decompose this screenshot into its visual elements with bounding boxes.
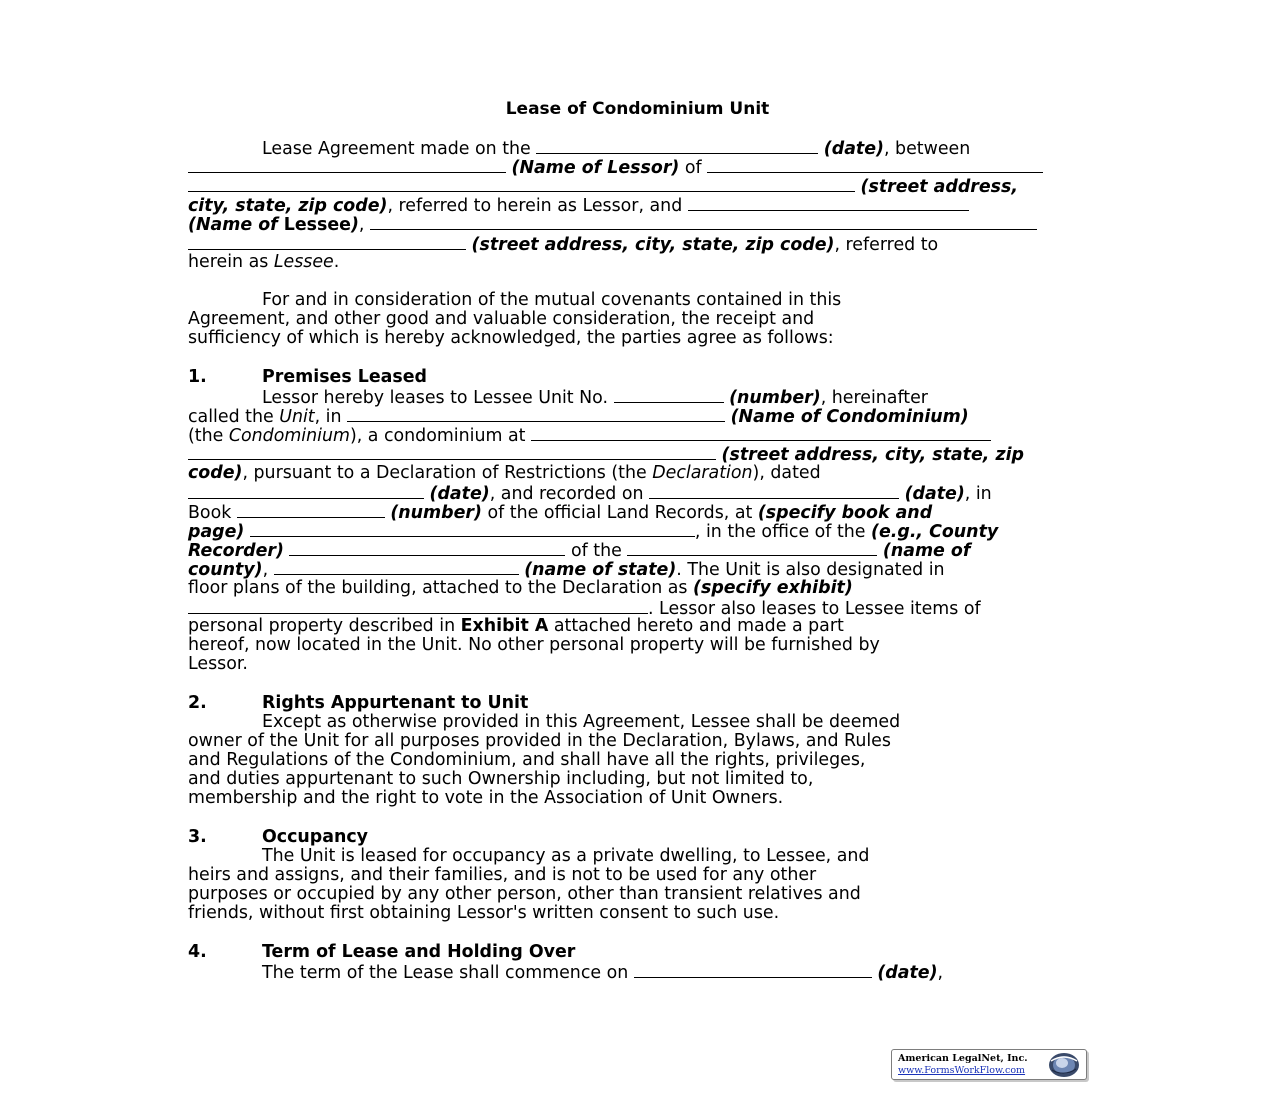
logo-url-link[interactable]: www.FormsWorkFlow.com xyxy=(898,1065,1026,1076)
s1-line-10: county), (name of state). The Unit is also designated in xyxy=(188,560,945,580)
consideration-line-2: Agreement, and other good and valuable consideration, the receipt and xyxy=(188,309,815,329)
s1-line-7: Book (number) of the official Land Records, at (specify book and xyxy=(188,503,933,523)
section-1-heading: Premises Leased xyxy=(262,367,427,387)
logo-company-name: American LegalNet, Inc. xyxy=(898,1053,1028,1064)
section-4-heading: Term of Lease and Holding Over xyxy=(262,942,576,962)
intro-line-6: (street address, city, state, zip code), referred to xyxy=(188,234,938,253)
s1-line-3: (the Condominium), a condominium at xyxy=(188,425,991,444)
consideration-line-3: sufficiency of which is hereby acknowledged, the parties agree as follows: xyxy=(188,328,834,348)
document-title: Lease of Condominium Unit xyxy=(505,99,770,119)
s3-line-2: heirs and assigns, and their families, and is not to be used for any other xyxy=(188,865,817,885)
s1-line-15: Lessor. xyxy=(188,654,248,674)
intro-line-2: (Name of Lessor) of xyxy=(188,157,1043,176)
s2-line-3: and Regulations of the Condominium, and shall have all the rights, privileges, xyxy=(188,750,866,770)
lessor-address-blank[interactable] xyxy=(707,157,1043,173)
consideration-line-1: For and in consideration of the mutual covenants contained in this xyxy=(262,290,842,310)
american-legalnet-logo[interactable] xyxy=(891,1049,1087,1080)
s2-line-5: membership and the right to vote in the Association of Unit Owners. xyxy=(188,788,784,808)
s2-line-2: owner of the Unit for all purposes provided in the Declaration, Bylaws, and Rules xyxy=(188,731,891,751)
recorded-date-blank[interactable] xyxy=(649,483,899,499)
s1-line-6: (date), and recorded on (date), in xyxy=(188,483,992,502)
lessor-address-blank-2[interactable] xyxy=(188,176,855,192)
intro-line-3: (street address, xyxy=(188,176,1018,195)
condominium-name-blank[interactable] xyxy=(347,406,725,422)
section-3-heading: Occupancy xyxy=(262,827,368,847)
s1-line-13: personal property described in Exhibit A attached hereto and made a part xyxy=(188,616,844,636)
section-3-number: 3. xyxy=(188,827,207,847)
lessee-address-blank-2[interactable] xyxy=(188,234,466,250)
section-2-heading: Rights Appurtenant to Unit xyxy=(262,693,529,713)
s1-line-1: Lessor hereby leases to Lessee Unit No. (number), hereinafter xyxy=(262,388,928,408)
s1-line-9: Recorder) of the (name of xyxy=(188,541,971,561)
s1-line-14: hereof, now located in the Unit. No other personal property will be furnished by xyxy=(188,635,880,655)
date-blank[interactable] xyxy=(536,138,818,154)
lessee-address-blank[interactable] xyxy=(370,214,1037,230)
intro-line-5: (Name of Lessee), xyxy=(188,214,1037,233)
intro-line-1: Lease Agreement made on the (date), between xyxy=(262,139,971,159)
s3-line-1: The Unit is leased for occupancy as a private dwelling, to Lessee, and xyxy=(262,846,870,866)
book-page-blank[interactable] xyxy=(250,521,695,537)
declaration-date-blank[interactable] xyxy=(188,483,424,499)
lessee-name-blank[interactable] xyxy=(688,195,969,211)
condominium-address-blank-2[interactable] xyxy=(188,444,716,460)
section-1-number: 1. xyxy=(188,367,207,387)
lessor-name-blank[interactable] xyxy=(188,157,506,173)
unit-number-blank[interactable] xyxy=(614,387,724,403)
s3-line-4: friends, without first obtaining Lessor's written consent to such use. xyxy=(188,903,780,923)
globe-icon xyxy=(1047,1051,1081,1078)
commencement-date-blank[interactable] xyxy=(634,962,872,978)
county-name-blank[interactable] xyxy=(627,540,877,556)
recorder-office-blank[interactable] xyxy=(289,540,565,556)
s2-line-4: and duties appurtenant to such Ownership including, but not limited to, xyxy=(188,769,814,789)
section-2-number: 2. xyxy=(188,693,207,713)
s1-line-8: page) , in the office of the (e.g., County xyxy=(188,522,999,542)
section-4-number: 4. xyxy=(188,942,207,962)
s1-line-11: floor plans of the building, attached to the Declaration as (specify exhibit) xyxy=(188,578,853,598)
condominium-address-blank[interactable] xyxy=(531,425,991,441)
exhibit-blank[interactable] xyxy=(188,598,648,614)
s2-line-1: Except as otherwise provided in this Agreement, Lessee shall be deemed xyxy=(262,712,901,732)
s1-line-5: code), pursuant to a Declaration of Restrictions (the Declaration), dated xyxy=(188,463,821,483)
s1-line-4: (street address, city, state, zip xyxy=(188,444,1024,463)
s1-line-12: . Lessor also leases to Lessee items of xyxy=(188,598,981,617)
state-name-blank[interactable] xyxy=(274,559,519,575)
s1-line-2: called the Unit, in (Name of Condominium) xyxy=(188,407,969,427)
intro-line-4: city, state, zip code), referred to herein as Lessor, and xyxy=(188,195,969,214)
book-number-blank[interactable] xyxy=(237,502,385,518)
intro-line-7: herein as Lessee. xyxy=(188,252,340,272)
s4-line-1: The term of the Lease shall commence on (date), xyxy=(262,963,944,983)
s3-line-3: purposes or occupied by any other person, other than transient relatives and xyxy=(188,884,861,904)
